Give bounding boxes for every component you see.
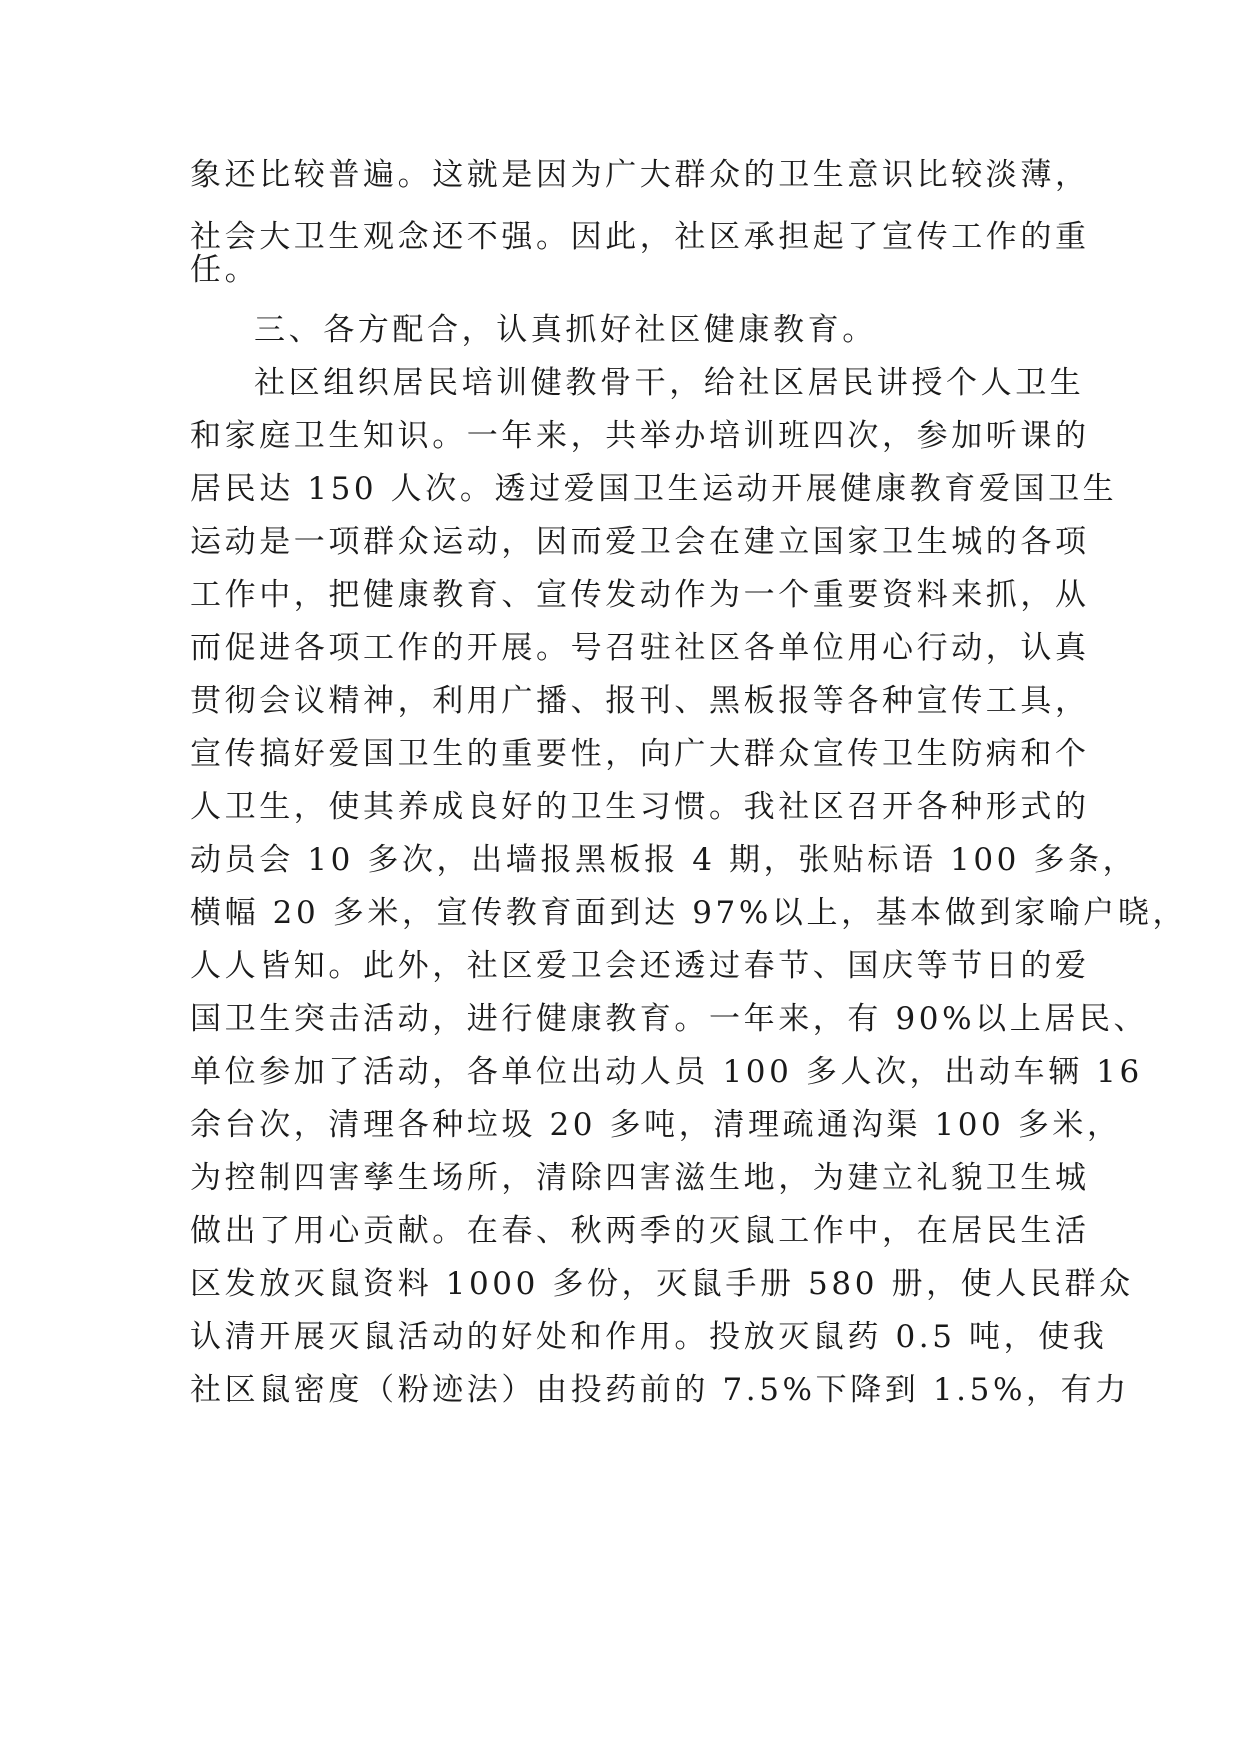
text-line-7: 居民达 150 人次。透过爱国卫生运动开展健康教育爱国卫生 xyxy=(190,471,1118,507)
text-line-22: 区发放灭鼠资料 1000 多份，灭鼠手册 580 册，使人民群众 xyxy=(190,1266,1134,1302)
text-line-8: 运动是一项群众运动，因而爱卫会在建立国家卫生城的各项 xyxy=(190,524,1090,560)
text-line-12: 宣传搞好爱国卫生的重要性，向广大群众宣传卫生防病和个 xyxy=(190,736,1090,772)
text-line-20: 为控制四害孳生场所，清除四害滋生地，为建立礼貌卫生城 xyxy=(190,1160,1090,1196)
section-heading: 三、各方配合，认真抓好社区健康教育。 xyxy=(254,312,877,348)
text-line-11: 贯彻会议精神，利用广播、报刊、黑板报等各种宣传工具， xyxy=(190,683,1090,719)
text-line-18: 单位参加了活动，各单位出动人员 100 多人次，出动车辆 16 xyxy=(190,1054,1143,1090)
text-line-24: 社区鼠密度（粉迹法）由投药前的 7.5%下降到 1.5%，有力 xyxy=(190,1372,1130,1408)
text-line-21: 做出了用心贡献。在春、秋两季的灭鼠工作中，在居民生活 xyxy=(190,1213,1090,1249)
text-line-15: 横幅 20 多米，宣传教育面到达 97%以上，基本做到家喻户晓， xyxy=(190,895,1188,931)
text-line-1: 象还比较普遍。这就是因为广大群众的卫生意识比较淡薄， xyxy=(190,157,1090,193)
text-line-13: 人卫生，使其养成良好的卫生习惯。我社区召开各种形式的 xyxy=(190,789,1090,825)
text-line-14: 动员会 10 多次，出墙报黑板报 4 期，张贴标语 100 多条， xyxy=(190,842,1138,878)
text-line-5: 社区组织居民培训健教骨干，给社区居民讲授个人卫生 xyxy=(254,365,1085,401)
text-line-9: 工作中，把健康教育、宣传发动作为一个重要资料来抓，从 xyxy=(190,577,1090,613)
text-line-23: 认清开展灭鼠活动的好处和作用。投放灭鼠药 0.5 吨，使我 xyxy=(190,1319,1108,1355)
text-line-2: 社会大卫生观念还不强。因此，社区承担起了宣传工作的重 xyxy=(190,219,1090,255)
text-line-17: 国卫生突击活动，进行健康教育。一年来，有 90%以上居民、 xyxy=(190,1001,1149,1037)
text-line-3: 任。 xyxy=(190,252,260,288)
text-line-19: 余台次，清理各种垃圾 20 多吨，清理疏通沟渠 100 多米， xyxy=(190,1107,1122,1143)
text-line-10: 而促进各项工作的开展。号召驻社区各单位用心行动，认真 xyxy=(190,630,1090,666)
text-line-6: 和家庭卫生知识。一年来，共举办培训班四次，参加听课的 xyxy=(190,418,1090,454)
text-line-16: 人人皆知。此外，社区爱卫会还透过春节、国庆等节日的爱 xyxy=(190,948,1090,984)
